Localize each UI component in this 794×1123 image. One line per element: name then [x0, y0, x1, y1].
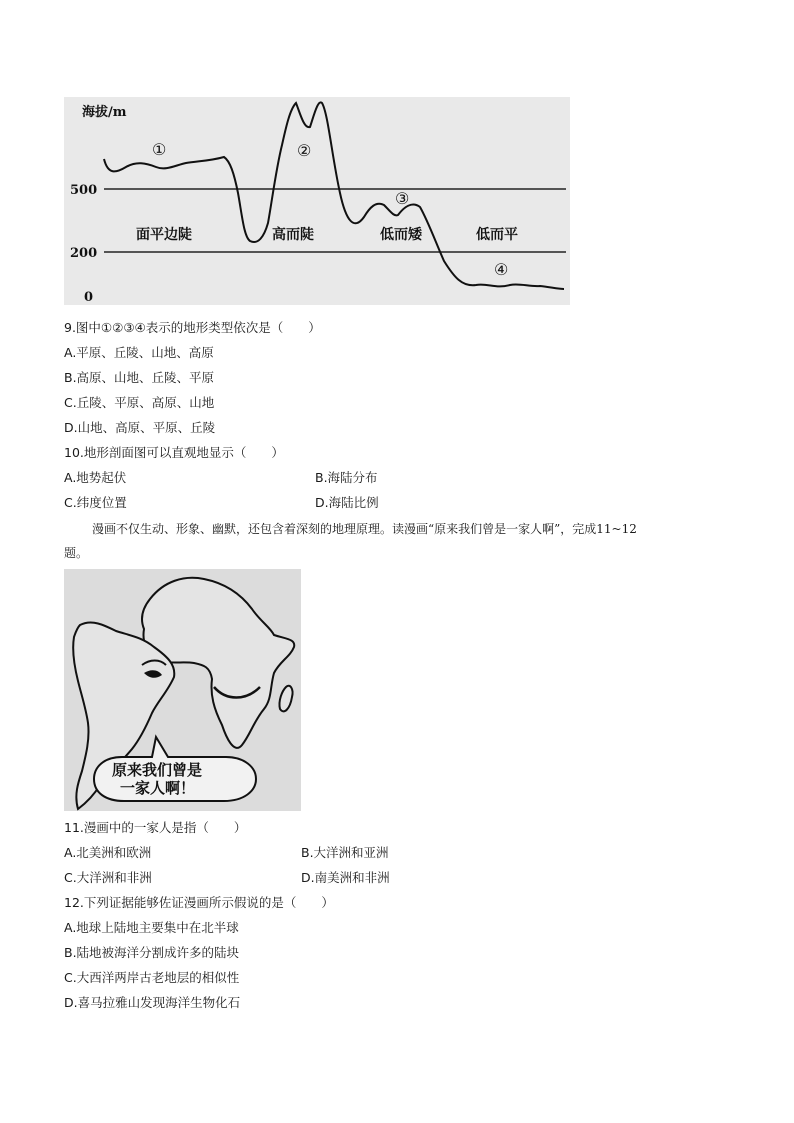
- q11-stem: 11.漫画中的一家人是指（ ）: [64, 820, 247, 835]
- mark-1: ①: [152, 140, 167, 159]
- madagascar-outline: [279, 686, 292, 712]
- zone-label-3: 低而矮: [380, 227, 422, 243]
- q12-option-b: B.陆地被海洋分割成许多的陆块: [64, 945, 240, 960]
- tick-label-200: 200: [70, 246, 98, 261]
- intro-line-2: 题。: [64, 546, 89, 560]
- bubble-line-1: 原来我们曾是: [112, 761, 203, 779]
- tick-label-500: 500: [70, 183, 98, 198]
- q12-option-a: A.地球上陆地主要集中在北半球: [64, 920, 239, 935]
- q9-stem: 9.图中①②③④表示的地形类型依次是（ ）: [64, 320, 321, 335]
- q11-option-d: D.南美洲和非洲: [301, 870, 390, 885]
- bubble-line-2: 一家人啊！: [120, 779, 196, 797]
- terrain-profile-figure: [64, 97, 570, 305]
- q10-option-a: A.地势起伏: [64, 470, 127, 485]
- terrain-profile-svg: [64, 97, 570, 305]
- q10-option-d: D.海陆比例: [315, 495, 379, 510]
- q10-option-b: B.海陆分布: [315, 470, 378, 485]
- q9-option-d: D.山地、高原、平原、丘陵: [64, 420, 216, 435]
- q11-option-b: B.大洋洲和亚洲: [301, 845, 389, 860]
- intro-line-1: 漫画不仅生动、形象、幽默，还包含着深刻的地理原理。读漫画“原来我们曾是一家人啊”，完成11~12: [92, 522, 637, 536]
- zone-label-4: 低而平: [476, 227, 518, 243]
- q12-option-c: C.大西洋两岸古老地层的相似性: [64, 970, 240, 985]
- q10-stem: 10.地形剖面图可以直观地显示（ ）: [64, 445, 284, 460]
- mark-3: ③: [395, 189, 410, 208]
- y-axis-label: 海拔/m: [82, 105, 127, 120]
- mark-4: ④: [494, 260, 509, 279]
- q12-option-d: D.喜马拉雅山发现海洋生物化石: [64, 995, 241, 1010]
- mark-2: ②: [297, 141, 312, 160]
- q9-option-b: B.高原、山地、丘陵、平原: [64, 370, 215, 385]
- q11-option-c: C.大洋洲和非洲: [64, 870, 152, 885]
- q10-option-c: C.纬度位置: [64, 495, 127, 510]
- q11-option-a: A.北美洲和欧洲: [64, 845, 152, 860]
- zone-label-1: 面平边陡: [136, 227, 192, 243]
- q12-stem: 12.下列证据能够佐证漫画所示假说的是（ ）: [64, 895, 334, 910]
- q9-option-c: C.丘陵、平原、高原、山地: [64, 395, 215, 410]
- zone-label-2: 高而陡: [272, 227, 314, 243]
- tick-label-0: 0: [84, 290, 94, 305]
- cartoon-svg: [64, 569, 301, 811]
- q9-option-a: A.平原、丘陵、山地、高原: [64, 345, 214, 360]
- continental-drift-cartoon: [64, 569, 301, 811]
